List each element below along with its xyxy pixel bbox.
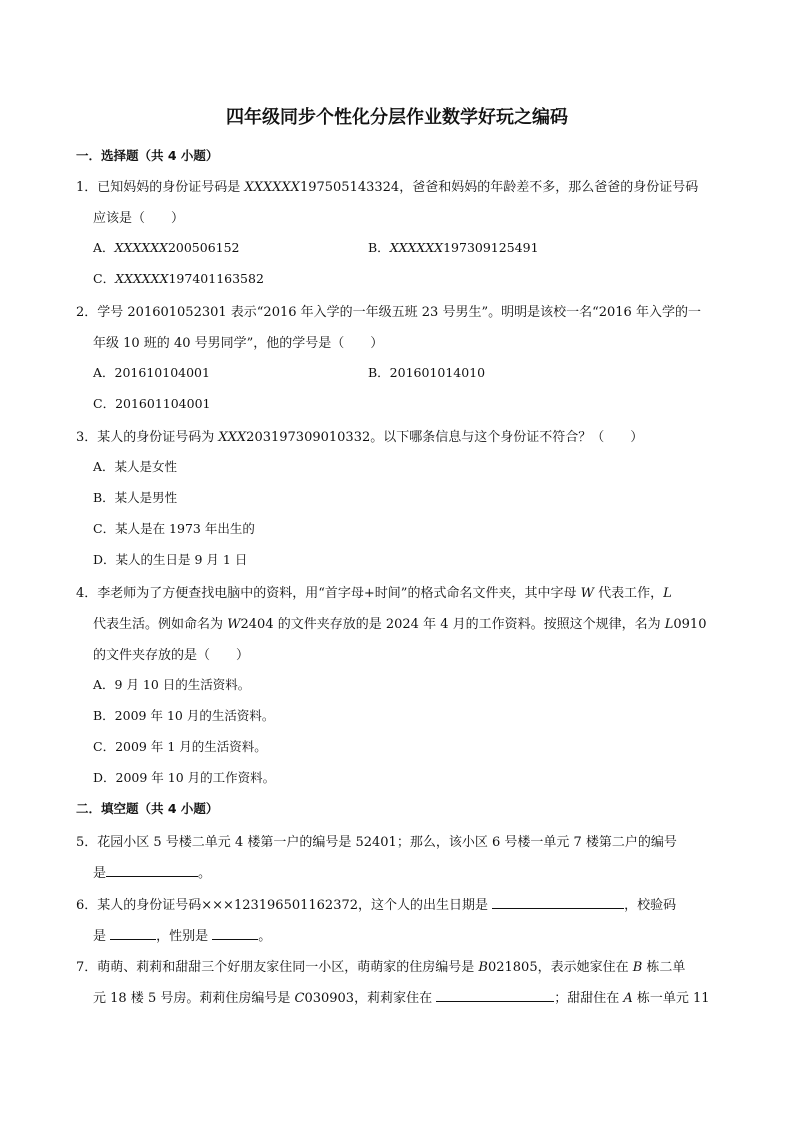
q1-italic: XXXXXX (244, 180, 300, 195)
q6-text-d: ，性别是 (156, 929, 213, 944)
question-6-line-1 (76, 894, 676, 913)
q1-option-c-italic: XXXXXX (115, 271, 169, 286)
q6-checkcode-blank[interactable] (110, 927, 156, 940)
q3-option-d: D．某人的生日是 9 月 1 日 (93, 552, 248, 567)
q1-option-c-prefix: C． (93, 271, 116, 286)
q4-italic-l: L (663, 586, 672, 601)
q6-text-e: 。 (258, 929, 272, 944)
q1-option-a-italic: XXXXXX (114, 240, 168, 255)
q7-italic-a: A (623, 991, 633, 1006)
q4-italic-l2: L (664, 617, 674, 632)
q3-text-b: 203197309010332。以下哪条信息与这个身份证不符合？（ ） (246, 430, 644, 445)
q2-option-a: A．201610104001 (93, 365, 210, 380)
q1-option-b (368, 238, 539, 256)
page-title: 四年级同步个性化分层作业数学好玩之编码 (226, 107, 568, 128)
question-4-line-1 (76, 582, 672, 601)
q4-option-c: C．2009 年 1 月的生活资料。 (93, 739, 267, 754)
q1-option-a-prefix: A． (93, 240, 115, 255)
q3-option-a: A．某人是女性 (93, 459, 178, 474)
question-2-line-1: 2．学号 201601052301 表示“2016 年入学的一年级五班 23 号男生”。明明是该校一名“2016 年入学的一 (76, 305, 701, 320)
q1-option-b-italic: XXXXXX (389, 240, 444, 255)
q1-option-b-text: 197309125491 (443, 240, 539, 255)
q1-option-a (93, 238, 240, 256)
q1-option-c (93, 269, 264, 287)
question-7-line-1 (76, 956, 685, 975)
q7-italic-b2: B (632, 960, 643, 975)
q6-text-c: 是 (93, 929, 111, 944)
question-7-line-2 (93, 987, 710, 1006)
q1-option-a-text: 200506152 (167, 240, 240, 255)
q7-text-d: 元 18 楼 5 号房。莉莉住房编号是 (93, 991, 295, 1006)
section-heading-choice: 一．选择题（共 4 小题） (76, 148, 219, 163)
question-1-line-1 (76, 176, 698, 195)
q7-text-e: 030903，莉莉家住在 (304, 991, 437, 1006)
q4-option-d: D．2009 年 10 月的工作资料。 (93, 770, 276, 785)
q7-italic-b: B (478, 960, 488, 975)
q4-option-a: A．9 月 10 日的生活资料。 (93, 677, 251, 692)
question-4-line-2 (93, 613, 706, 632)
question-5-line-1: 5．花园小区 5 号楼二单元 4 楼第一户的编号是 52401；那么，该小区 6 号楼一单元 7 楼第二户的编号 (76, 835, 677, 850)
q1-option-c-text: 197401163582 (168, 271, 264, 286)
q7-text-g: 栋一单元 11 (632, 991, 710, 1006)
q2-option-c: C．201601104001 (93, 396, 211, 411)
q6-birthdate-blank[interactable] (492, 896, 624, 909)
q1-text-a: 1．已知妈妈的身份证号码是 (76, 180, 245, 195)
q2-option-b: B．201601014010 (368, 365, 486, 380)
q3-option-b: B．某人是男性 (93, 490, 178, 505)
q4-text-e: 0910 (673, 617, 707, 632)
section-heading-fill: 二．填空题（共 4 小题） (76, 801, 219, 816)
question-4-line-3: 的文件夹存放的是（ ） (93, 648, 250, 663)
q4-text-d: 2404 的文件夹存放的是 2024 年 4 月的工作资料。按照这个规律，名为 (240, 617, 665, 632)
q3-text-a: 3．某人的身份证号码为 (76, 430, 219, 445)
q4-text-c: 代表生活。例如命名为 (93, 617, 228, 632)
q5-text-b: 。 (198, 866, 212, 881)
question-2-line-2: 年级 10 班的 40 号男同学”，他的学号是（ ） (93, 336, 384, 351)
q3-option-c: C．某人是在 1973 年出生的 (93, 521, 255, 536)
q7-text-f: ；甜甜住在 (554, 991, 624, 1006)
q7-italic-c: C (294, 991, 305, 1006)
q3-italic: XXX (218, 430, 247, 445)
q5-text-a: 是 (93, 866, 107, 881)
question-5-line-2 (93, 862, 211, 881)
q6-gender-blank[interactable] (212, 927, 258, 940)
q7-lili-blank[interactable] (436, 989, 554, 1002)
q1-text-b: 197505143324，爸爸和妈妈的年龄差不多，那么爸爸的身份证号码 (299, 180, 699, 195)
q4-italic-w: W (580, 586, 594, 601)
q6-text-b: ，校验码 (624, 898, 677, 913)
question-6-line-2 (93, 925, 271, 944)
q6-text-a: 6．某人的身份证号码×××123196501162372，这个人的出生日期是 (76, 898, 493, 913)
q4-text-a: 4．李老师为了方便查找电脑中的资料，用“首字母+时间”的格式命名文件夹，其中字母 (76, 586, 581, 601)
q4-option-b: B．2009 年 10 月的生活资料。 (93, 708, 275, 723)
q7-text-a: 7．萌萌、莉莉和甜甜三个好朋友家住同一小区，萌萌家的住房编号是 (76, 960, 479, 975)
q1-option-b-prefix: B． (368, 240, 390, 255)
question-3-line-1 (76, 426, 643, 445)
q4-italic-w2: W (227, 617, 241, 632)
q5-answer-blank[interactable] (106, 864, 198, 877)
q7-text-c: 栋二单 (642, 960, 686, 975)
q4-text-b: 代表工作， (593, 586, 664, 601)
q7-text-b: 021805，表示她家住在 (487, 960, 633, 975)
question-1-line-2: 应该是（ ） (93, 211, 185, 226)
